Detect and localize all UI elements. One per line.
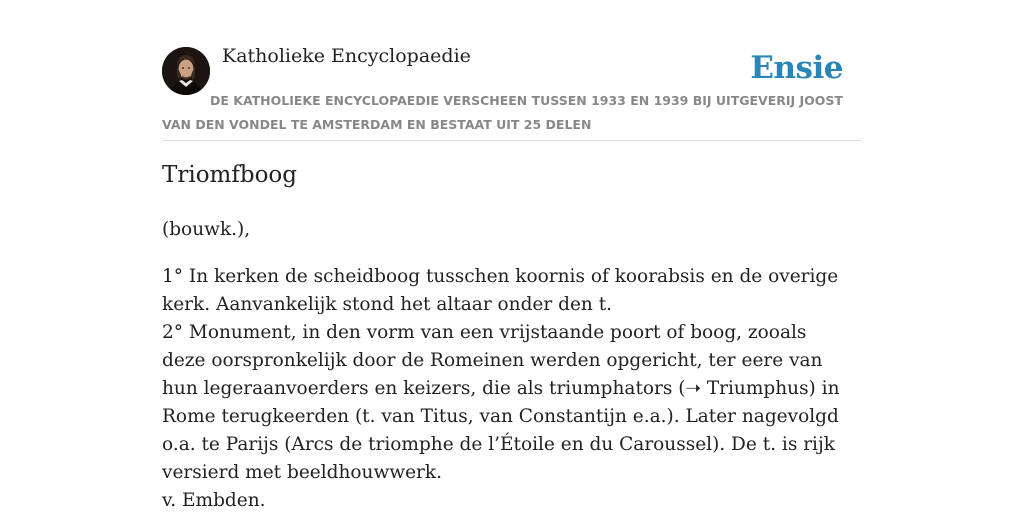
site-avatar[interactable] [162,47,210,95]
article-author: v. Embden. [162,490,266,511]
article-paragraph: (bouwk.), [162,219,251,240]
article-definition [162,263,852,515]
definition-line-1: 1° In kerken de scheidboog tusschen koornis of koorabsis en de overige kerk. Aanvankelijk stond het altaar onder den t. [162,266,839,315]
portrait-avatar-icon [162,47,210,95]
site-tagline: DE KATHOLIEKE ENCYCLOPAEDIE VERSCHEEN TUSSEN 1933 EN 1939 BIJ UITGEVERIJ JOOST VAN DEN VONDEL TE AMSTERDAM EN BESTAAT UIT 25 DELEN [162,93,843,132]
ensie-logo-link[interactable]: Ensie [750,50,843,86]
article-body [162,216,852,515]
site-header [162,0,862,141]
article-title: Triomfboog [162,162,298,188]
page [162,0,862,511]
site-name-link[interactable]: Katholieke Encyclopaedie [222,45,471,67]
definition-line-2: 2° Monument, in den vorm van een vrijstaande poort of boog, zooals deze oorspronkelijk door de Romeinen werden opgericht, ter eere van hun legeraanvoerders en keizers, die als triumphators (➝ Triumphus) in Rome terugkeerden (t. van Titus, van Constantijn e.a.). Later nagevolgd o.a. te Parijs (Arcs de triomphe de l’Étoile en du Caroussel). De t. is rijk versierd met beeldhouwwerk. [162,322,840,483]
